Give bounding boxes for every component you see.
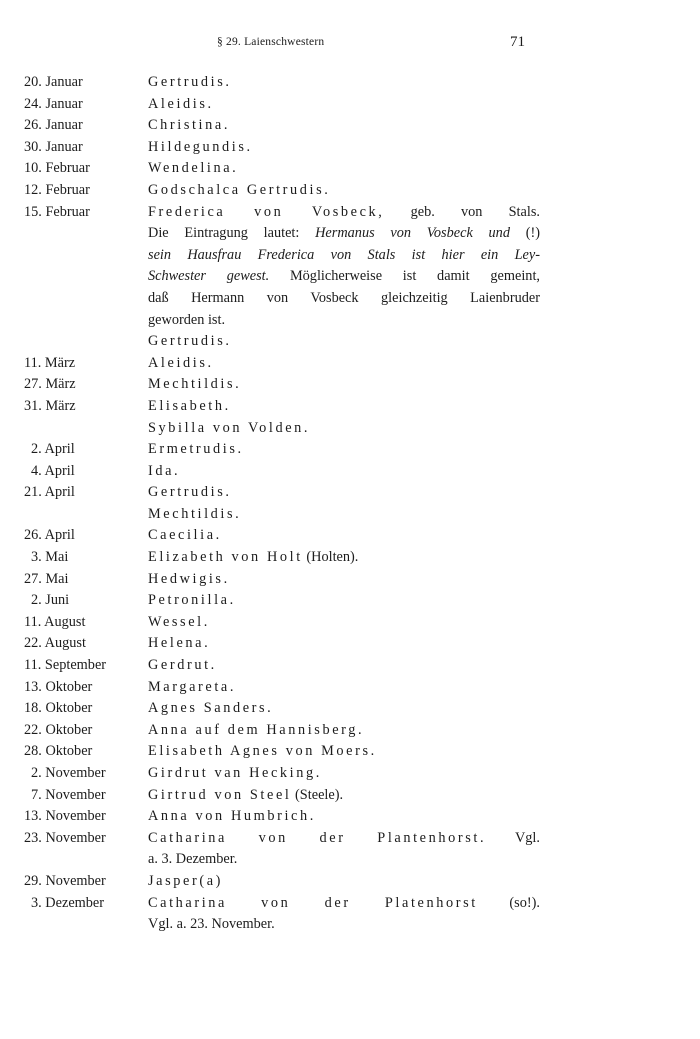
entry-name: Elisabeth Agnes von Moers. (148, 743, 377, 760)
entry-date: 2. April (31, 441, 75, 458)
entry-name-suffix: (Steele). (295, 786, 344, 803)
entry-name: Elizabeth von Holt (148, 549, 303, 566)
entry-date: 30. Januar (24, 138, 83, 155)
note-text: daß Hermann von Vosbeck gleichzeitig Laienbruder (148, 289, 540, 306)
entry-name: Elisabeth. (148, 397, 231, 414)
entry-name: Gertrudis. (148, 484, 232, 501)
running-head (0, 36, 700, 56)
list-item (24, 461, 544, 483)
entry-name: Ermetrudis. (148, 441, 244, 458)
entry-date: 4. April (31, 462, 75, 479)
entry-date: 15. Februar (24, 203, 90, 220)
list-item (24, 763, 544, 785)
entry-date: 12. Februar (24, 181, 90, 198)
entry-date: 11. September (24, 657, 107, 674)
list-item (24, 590, 544, 612)
list-item (24, 569, 544, 591)
entry-line (148, 828, 540, 850)
entry-name: Mechtildis. (148, 376, 242, 393)
entry-name: Hedwigis. (148, 570, 230, 587)
entry-date: 3. Mai (31, 549, 69, 566)
entry-name: Wendelina. (148, 160, 239, 177)
note-quote: Hermanus von Vosbeck und (315, 225, 510, 242)
entry-date: 13. Oktober (24, 678, 93, 695)
list-item (24, 504, 544, 526)
entry-date: 23. November (24, 829, 106, 846)
entry-date (24, 418, 148, 440)
list-item (24, 137, 544, 159)
list-item (24, 418, 544, 440)
list-item (24, 374, 544, 396)
entry-date: 21. April (24, 484, 75, 501)
list-item (24, 353, 544, 375)
note-text: Möglicherweise ist damit gemeint, (269, 268, 540, 285)
entry-name: Anna auf dem Hannisberg. (148, 721, 365, 738)
list-item (24, 677, 544, 699)
entry-name: Sybilla von Volden. (148, 419, 311, 436)
entry-name: Christina. (148, 117, 230, 134)
entry-name: Catharina von der Platenhorst (148, 894, 478, 911)
list-item (24, 158, 544, 180)
entry-date: 13. November (24, 808, 106, 825)
entry-date: 31. März (24, 397, 76, 414)
entry-date: 27. März (24, 376, 76, 393)
list-item (24, 785, 544, 807)
note-line (148, 223, 540, 245)
entry-name: Gertrudis. (148, 74, 232, 90)
note-text: (!) (509, 225, 540, 242)
list-item (24, 871, 544, 893)
entry-line (148, 893, 540, 915)
entry-date: 2. November (31, 765, 106, 781)
list-item (24, 741, 544, 763)
list-item (24, 612, 544, 634)
entry-list (24, 72, 544, 936)
list-item (24, 655, 544, 677)
entry-name: Girtrud von Steel (148, 786, 292, 803)
list-item (24, 828, 544, 871)
list-item (24, 525, 544, 547)
entry-name: Agnes Sanders. (148, 700, 274, 717)
note-line (148, 245, 540, 267)
note-line (148, 310, 540, 332)
entry-date: 10. Februar (24, 160, 90, 177)
entry-name: Wessel. (148, 613, 210, 630)
entry-name-suffix: Vgl. (514, 829, 540, 846)
list-item (24, 806, 544, 828)
entry-name: Anna von Humbrich. (148, 808, 316, 825)
entry-date: 27. Mai (24, 570, 69, 587)
entry-continuation: Vgl. a. 23. November. (148, 916, 275, 933)
entry-name: Hildegundis. (148, 138, 253, 155)
entry-date: 28. Oktober (24, 743, 93, 760)
entry-date: 2. Juni (31, 592, 70, 609)
list-item (24, 396, 544, 418)
list-item (24, 720, 544, 742)
page-number: 71 (510, 34, 525, 50)
note-line (148, 288, 540, 310)
entry-date: 26. April (24, 527, 75, 544)
entry-date: 29. November (24, 872, 106, 889)
entry-name-suffix: geb. von Stals. (410, 203, 540, 220)
entry-date (24, 504, 148, 526)
entry-name: Aleidis. (148, 95, 214, 112)
entry-date: 24. Januar (24, 95, 83, 112)
entry-name: Girdrut van Hecking. (148, 765, 322, 781)
entry-line (148, 202, 540, 224)
entry-date: 11. März (24, 354, 76, 371)
entry-name: Godschalca Gertrudis. (148, 181, 331, 198)
entry-name: Helena. (148, 635, 211, 652)
list-item (24, 94, 544, 116)
list-item (24, 439, 544, 461)
list-item (24, 72, 544, 94)
note-text: Die Eintragung lautet: (148, 225, 316, 242)
list-item (24, 180, 544, 202)
note-quote: sein Hausfrau Frederica von Stals ist hier ein Ley- (148, 246, 540, 263)
entry-continuation: a. 3. Dezember. (148, 851, 238, 868)
list-item (24, 633, 544, 655)
note-line (148, 266, 540, 288)
entry-name: Petronilla. (148, 592, 236, 609)
entry-name: Mechtildis. (148, 505, 242, 522)
list-item (24, 202, 544, 332)
list-item (24, 115, 544, 137)
running-title: § 29. Laienschwestern (217, 36, 325, 48)
note-quote: Schwester gewest. (148, 268, 270, 285)
entry-date (24, 331, 148, 353)
entry-date: 20. Januar (24, 74, 83, 90)
entry-date: 22. Oktober (24, 721, 93, 738)
entry-date: 3. Dezember (31, 894, 105, 911)
entry-date: 18. Oktober (24, 700, 93, 717)
entry-date: 26. Januar (24, 117, 83, 134)
entry-name: Ida. (148, 462, 181, 479)
entry-date: 7. November (31, 786, 106, 803)
entry-date: 11. August (24, 613, 86, 630)
entry-name-suffix: (Holten). (306, 549, 359, 566)
entry-name: Aleidis. (148, 354, 214, 371)
list-item (24, 331, 544, 353)
list-item (24, 698, 544, 720)
entry-name: Gertrudis. (148, 333, 232, 350)
entry-name: Caecilia. (148, 527, 222, 544)
list-item (24, 547, 544, 569)
entry-name: Margareta. (148, 678, 237, 695)
entry-date: 22. August (24, 635, 86, 652)
entry-name: Jasper(a) (148, 872, 223, 889)
list-item (24, 893, 544, 936)
entry-name: Frederica von Vosbeck, (148, 203, 385, 220)
list-item (24, 482, 544, 504)
entry-name: Gerdrut. (148, 657, 217, 674)
entry-name-suffix: (so!). (509, 894, 540, 911)
note-text: geworden ist. (148, 311, 226, 328)
entry-name: Catharina von der Plantenhorst. (148, 829, 487, 846)
